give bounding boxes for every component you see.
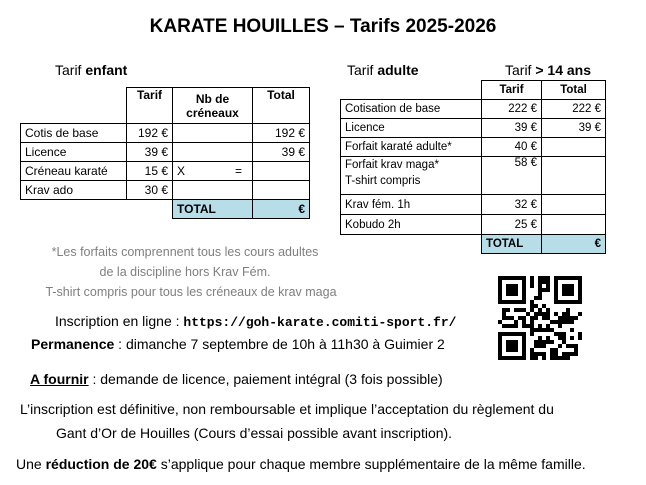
row-tarif: 40 €	[482, 138, 542, 157]
row-tarif: 25 €	[482, 215, 542, 235]
row-nb-x: X	[177, 164, 186, 178]
enfant-total-label: TOTAL	[173, 200, 253, 219]
row-total	[253, 181, 310, 200]
blank-cell	[21, 200, 127, 219]
row-tarif: 39 €	[127, 143, 173, 162]
row-label: Krav fém. 1h	[341, 195, 482, 215]
note-line: T-shirt compris pour tous les créneaux de krav maga	[45, 285, 337, 299]
enfant-caption-prefix: Tarif	[55, 62, 86, 78]
table-row	[21, 124, 310, 143]
table-row	[341, 100, 606, 119]
table-row	[341, 119, 606, 138]
inscription-link[interactable]: https://goh-karate.comiti-sport.fr/	[183, 315, 457, 330]
row-label: Licence	[341, 119, 482, 138]
row-label: Cotisation de base	[341, 100, 482, 119]
row-label: Cotis de base	[21, 124, 127, 143]
row-tarif: 192 €	[127, 124, 173, 143]
note-line: de la discipline hors Krav Fém.	[99, 265, 271, 279]
row-label: Créneau karaté	[21, 162, 127, 181]
adulte-caption2-prefix: Tarif	[505, 62, 536, 78]
row-label: Forfait karaté adulte*	[341, 138, 482, 157]
reduction-bold: réduction de 20€	[45, 456, 157, 472]
permanence-text: : dimanche 7 septembre de 10h à 11h30 à Guimier 2	[114, 336, 445, 352]
enfant-header-nb: Nb de créneaux	[173, 88, 253, 124]
reduction-suffix: s’applique pour chaque membre supplémentaire de la même famille.	[156, 456, 586, 472]
table-row	[21, 143, 310, 162]
notes	[0, 242, 360, 302]
row-total	[542, 138, 606, 157]
fournir-label: A fournir	[30, 371, 89, 387]
row-label	[341, 157, 482, 195]
permanence-label: Permanence	[31, 336, 115, 352]
row-nb	[173, 124, 253, 143]
adulte-total-row	[341, 235, 606, 254]
enfant-table	[20, 87, 310, 219]
row-nb	[173, 181, 253, 200]
enfant-caption-bold: enfant	[85, 62, 128, 78]
row-label: Krav ado	[21, 181, 127, 200]
adulte-caption-bold: adulte	[377, 62, 419, 78]
enfant-header-total: Total	[253, 88, 310, 124]
row-nb-eq: =	[234, 164, 242, 178]
qr-code-icon	[498, 276, 582, 360]
adulte-caption-prefix: Tarif	[347, 62, 378, 78]
table-row	[21, 162, 310, 181]
row-tarif: 15 €	[127, 162, 173, 181]
row-label: Kobudo 2h	[341, 215, 482, 235]
enfant-caption	[55, 62, 127, 78]
row-total	[253, 162, 310, 181]
adulte-header-tarif: Tarif	[482, 81, 542, 100]
inscription-def-line1: L’inscription est définitive, non remboursable et implique l’acceptation du règlement du	[20, 401, 554, 417]
adulte-table	[340, 80, 606, 254]
adulte-header-blank	[341, 81, 482, 100]
adulte-total-label: TOTAL	[482, 235, 542, 254]
row-label-line1: Forfait krav maga*	[345, 159, 439, 171]
row-nb	[173, 143, 253, 162]
row-label: Licence	[21, 143, 127, 162]
fournir-text: : demande de licence, paiement intégral (3 fois possible)	[88, 371, 443, 387]
row-total: 222 €	[542, 100, 606, 119]
row-total	[542, 157, 606, 195]
adulte-caption	[347, 62, 419, 78]
table-row	[341, 157, 606, 195]
reduction-prefix: Une	[16, 456, 46, 472]
adulte-caption-age	[505, 62, 591, 78]
row-total: 39 €	[542, 119, 606, 138]
table-row	[341, 215, 606, 235]
row-total	[542, 215, 606, 235]
blank-cell	[127, 200, 173, 219]
row-tarif: 222 €	[482, 100, 542, 119]
row-tarif: 32 €	[482, 195, 542, 215]
adulte-caption2-bold: > 14 ans	[535, 62, 591, 78]
row-tarif: 30 €	[127, 181, 173, 200]
enfant-total-value: €	[253, 200, 310, 219]
table-row	[21, 181, 310, 200]
inscription-label: Inscription en ligne :	[55, 313, 184, 329]
row-tarif: 39 €	[482, 119, 542, 138]
fournir-line	[30, 371, 443, 387]
row-total: 39 €	[253, 143, 310, 162]
row-tarif: 58 €	[482, 157, 542, 195]
enfant-header-blank	[21, 88, 127, 124]
adulte-total-value: €	[542, 235, 606, 254]
reduction-line	[16, 456, 586, 472]
page-title: KARATE HOUILLES – Tarifs 2025-2026	[149, 16, 497, 37]
blank-cell	[341, 235, 482, 254]
row-total: 192 €	[253, 124, 310, 143]
table-row	[341, 195, 606, 215]
adulte-header-total: Total	[542, 81, 606, 100]
enfant-header-tarif: Tarif	[127, 88, 173, 124]
enfant-total-row	[21, 200, 310, 219]
inscription-line	[55, 313, 456, 330]
inscription-def-line2: Gant d’Or de Houilles (Cours d’essai possible avant inscription).	[56, 425, 453, 441]
row-total	[542, 195, 606, 215]
note-line: *Les forfaits comprennent tous les cours adultes	[51, 245, 319, 259]
row-nb	[173, 162, 253, 181]
table-row	[341, 138, 606, 157]
permanence-line	[31, 336, 445, 352]
row-label-line2: T-shirt compris	[345, 175, 421, 187]
